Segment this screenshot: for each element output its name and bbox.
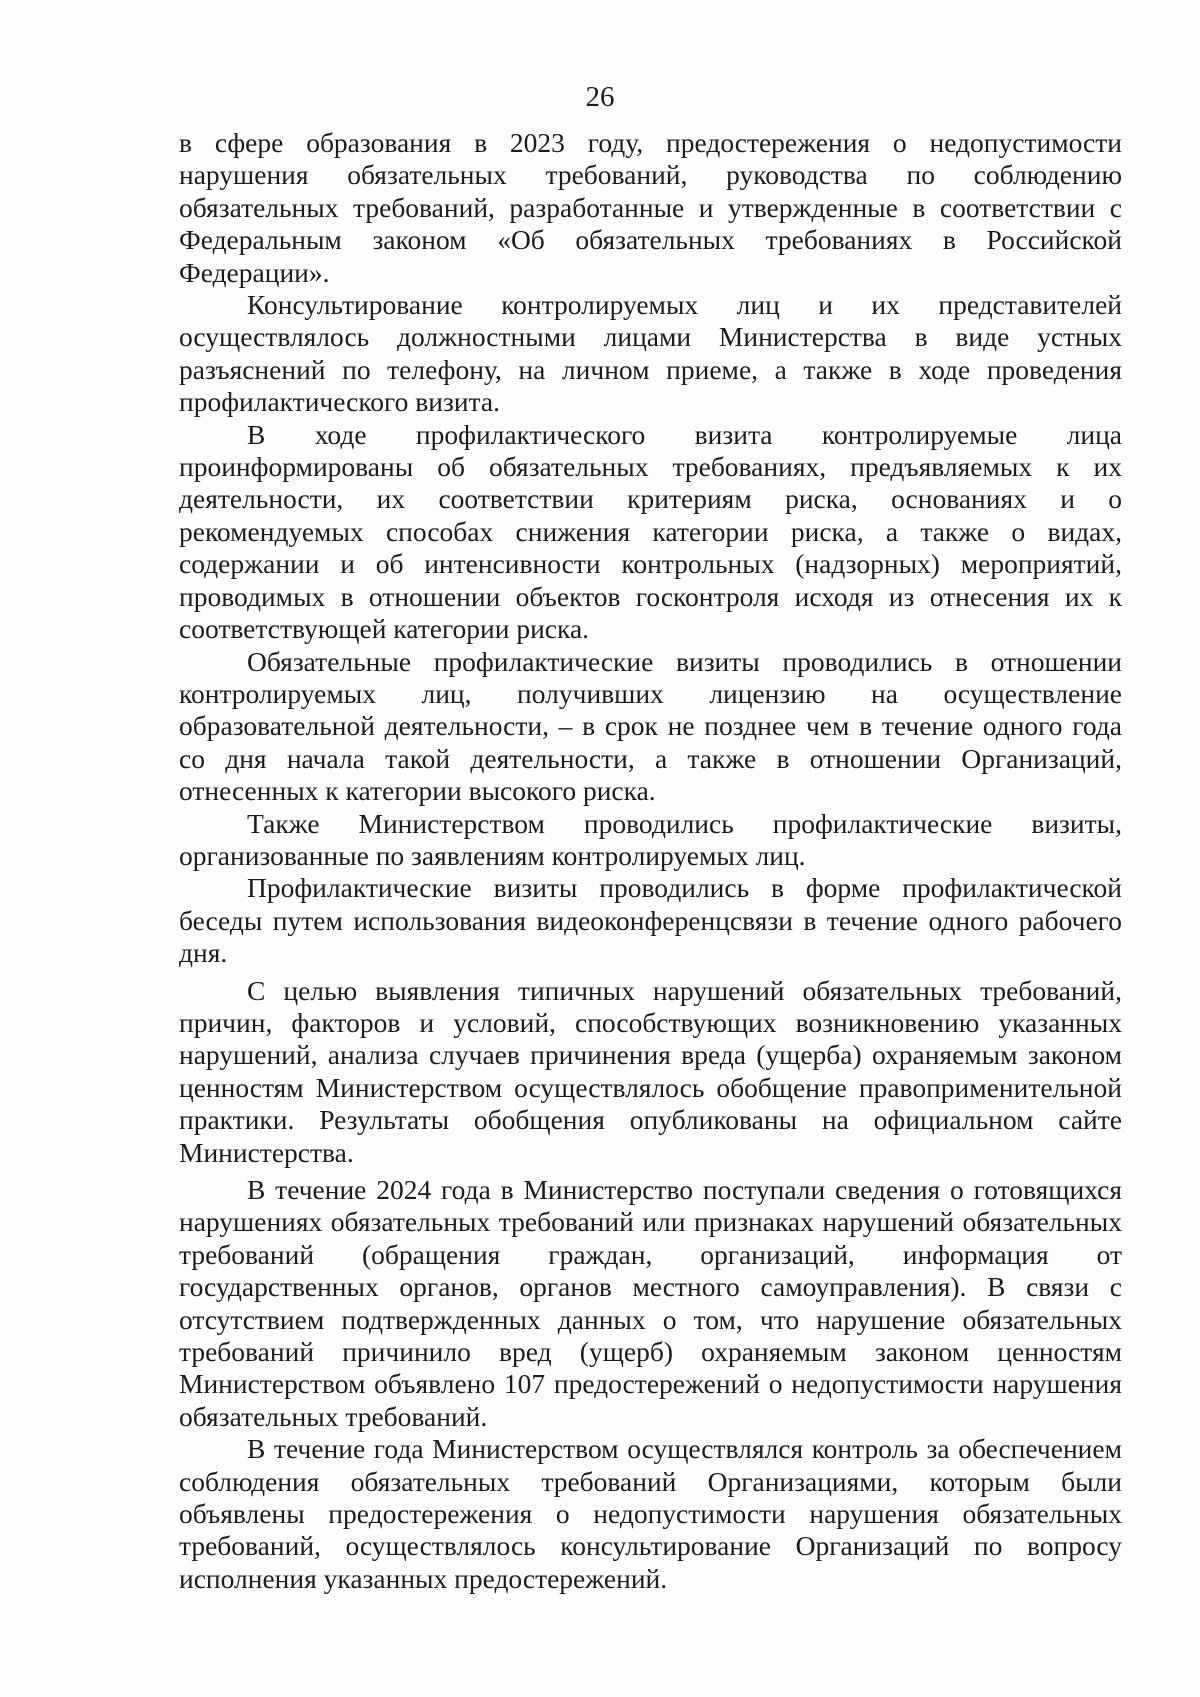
document-body [179,127,1122,1595]
paragraph-continuation: в сфере образования в 2023 году, предостережения о недопустимости нарушения обязательных требований, руководства по соблюдению обязательных требований, разработанные и утвержденные в соответствии с Федеральным законом «Об обязательных требованиях в Российской Федерации». [179,127,1122,288]
page-number: 26 [585,81,615,113]
paragraph-warnings-issued: В течение 2024 года в Министерство поступали сведения о готовящихся нарушениях обязательных требований или признаках нарушений обязательных требований (обращения граждан, организаций, информация от государственных органов, органов местного самоуправления). В связи с отсутствием подтвержденных данных о том, что нарушение обязательных требований причинило вред (ущерб) охраняемым законом ценностям Министерством объявлено 107 предостережений о недопустимости нарушения обязательных требований. [179,1174,1122,1432]
paragraph-consulting: Консультирование контролируемых лиц и их представителей осуществлялось должностными лицами Министерства в виде устных разъяснений по телефону, на личном приеме, а также в ходе проведения профилактического визита. [179,289,1122,418]
paragraph-requested-visits: Также Министерством проводились профилактические визиты, организованные по заявлениям контролируемых лиц. [179,807,1122,871]
paragraph-visit-information: В ходе профилактического визита контролируемые лица проинформированы об обязательных требованиях, предъявляемых к их деятельности, их соответствии критериям риска, основаниях и о рекомендуемых способах снижения категории риска, а также о видах, содержании и об интенсивности контрольных (надзорных) мероприятий, проводимых в отношении объектов госконтроля исходя из отнесения их к соответствующей категории риска. [179,418,1122,645]
paragraph-practice-generalization: С целью выявления типичных нарушений обязательных требований, причин, факторов и условий, способствующих возникновению указанных нарушений, анализа случаев причинения вреда (ущерба) охраняемым законом ценностям Министерством осуществлялось обобщение правоприменительной практики. Результаты обобщения опубликованы на официальном сайте Министерства. [179,974,1122,1168]
paragraph-visit-format: Профилактические визиты проводились в форме профилактической беседы путем использования видеоконференцсвязи в течение одного рабочего дня. [179,872,1122,969]
paragraph-compliance-control: В течение года Министерством осуществлялся контроль за обеспечением соблюдения обязательных требований Организациями, которым были объявлены предостережения о недопустимости нарушения обязательных требований, осуществлялось консультирование Организаций по вопросу исполнения указанных предостережений. [179,1433,1122,1594]
paragraph-mandatory-visits: Обязательные профилактические визиты проводились в отношении контролируемых лиц, получивших лицензию на осуществление образовательной деятельности, – в срок не позднее чем в течение одного года со дня начала такой деятельности, а также в отношении Организаций, отнесенных к категории высокого риска. [179,645,1122,807]
